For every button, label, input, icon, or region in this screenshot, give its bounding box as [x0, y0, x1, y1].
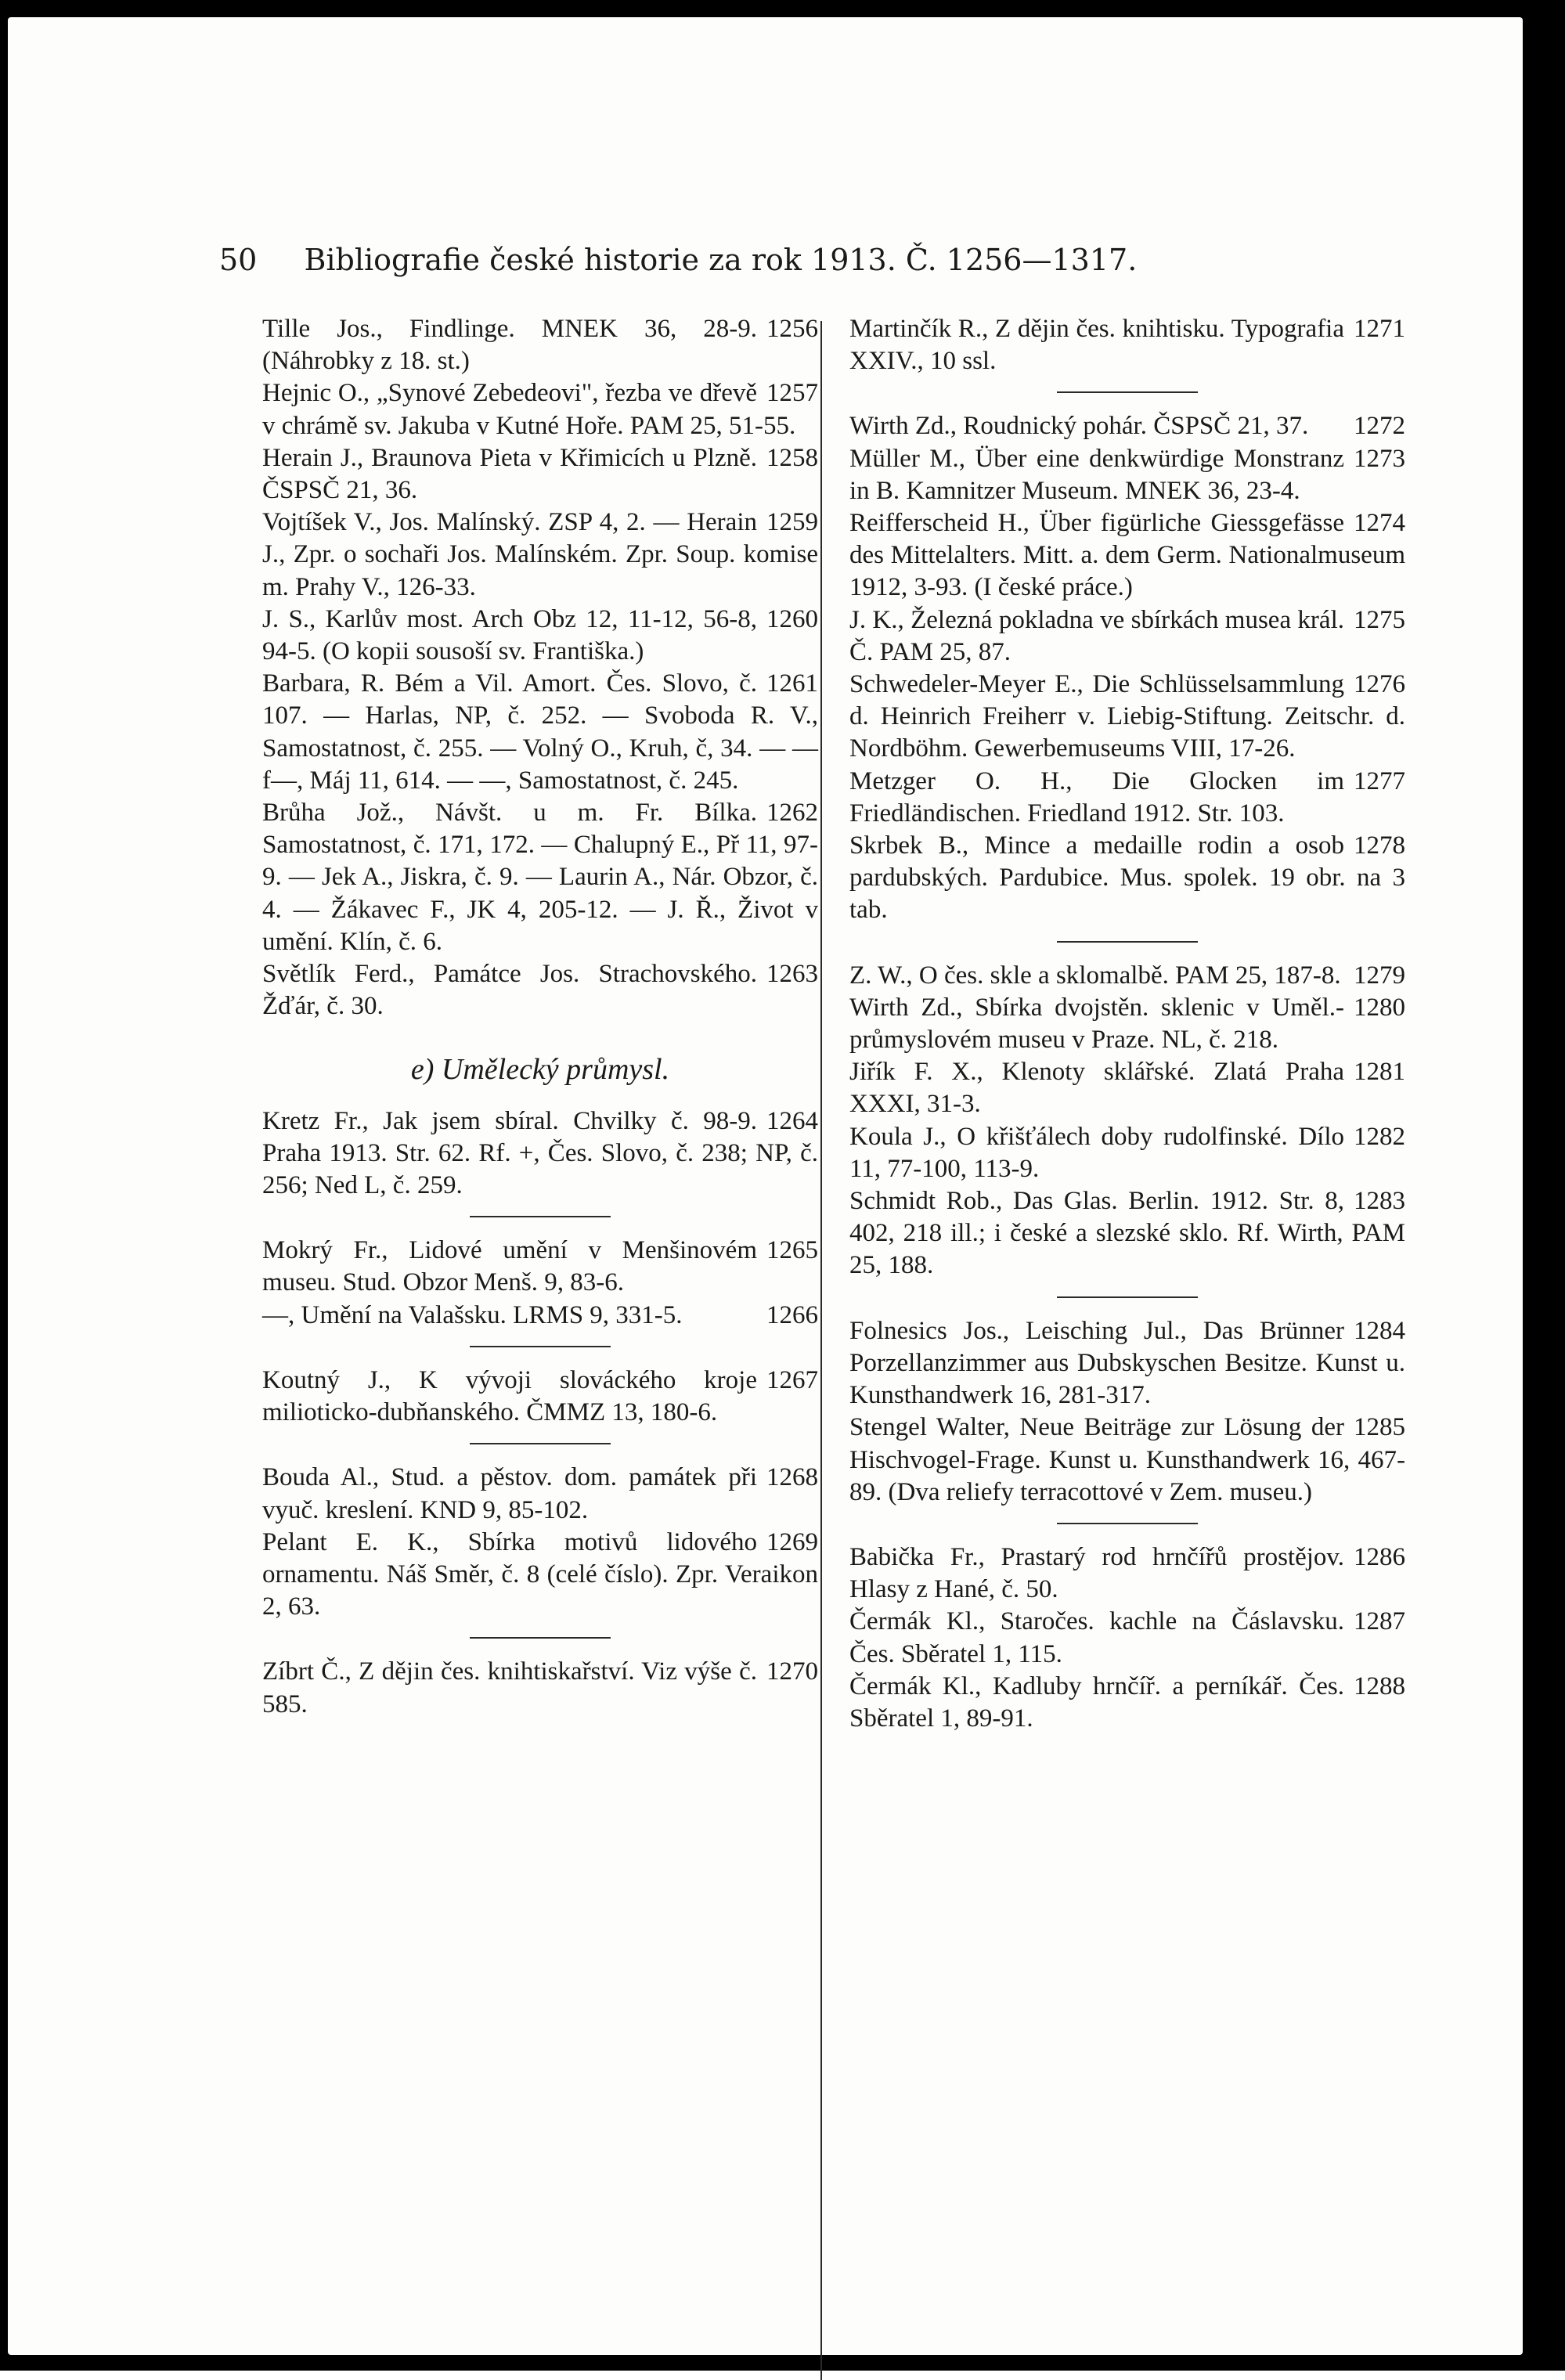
- entry-number: 1273: [1354, 444, 1405, 473]
- entry-number: 1258: [766, 443, 818, 472]
- entry-text: —, Umění na Valašsku. LRMS 9, 331-5.: [262, 1300, 683, 1329]
- entry-text: Kretz Fr., Jak jsem sbíral. Chvilky č. 98-9. Praha 1913. Str. 62. Rf. +, Čes. Slovo, č. 238; NP, č. 256; Ned L, č. 259.: [262, 1106, 818, 1200]
- entry-text: J. S., Karlův most. Arch Obz 12, 11-12, 56-8, 94-5. (O kopii sousoší sv. Františka.): [262, 604, 757, 666]
- entry-1258: [262, 442, 818, 507]
- page-header: [219, 243, 1276, 277]
- entry-text: Wirth Zd., Roudnický pohár. ČSPSČ 21, 37.: [849, 412, 1309, 441]
- running-title: Bibliografie české historie za rok 1913. Č. 1256—1317.: [304, 243, 1138, 277]
- entry-1256: [262, 313, 818, 377]
- entry-1279: [849, 960, 1405, 992]
- entry-text: Herain J., Braunova Pieta v Křimicích u Plzně. ČSPSČ 21, 36.: [262, 443, 757, 505]
- entry-number: 1276: [1354, 670, 1405, 699]
- entry-number: 1263: [766, 960, 818, 989]
- entry-1268: [262, 1462, 818, 1526]
- entry-text: Barbara, R. Bém a Vil. Amort. Čes. Slovo, č. 107. — Harlas, NP, č. 252. — Svoboda R. V., Samostatnost, č. 255. — Volný O., Kruh, č, 34. — —f—, Máj 11, 614. — —, Samostatnost, č. 245.: [262, 669, 818, 795]
- entry-number: 1264: [766, 1106, 818, 1135]
- entry-text: Tille Jos., Findlinge. MNEK 36, 28-9. (Náhrobky z 18. st.): [262, 315, 757, 376]
- entry-number: 1280: [1354, 993, 1405, 1022]
- separator-rule: [470, 1443, 611, 1444]
- entry-1260: [262, 604, 818, 668]
- entry-number: 1268: [766, 1463, 818, 1492]
- entry-text: Wirth Zd., Sbírka dvojstěn. sklenic v Uměl.-průmyslovém museu v Praze. NL, č. 218.: [849, 993, 1344, 1055]
- entry-text: Schmidt Rob., Das Glas. Berlin. 1912. Str. 8, 402, 218 ill.; i české a slezské sklo. Rf. Wirth, PAM 25, 188.: [849, 1187, 1405, 1280]
- entry-number: 1261: [766, 669, 818, 698]
- entry-number: 1279: [1354, 961, 1405, 990]
- entry-text: Folnesics Jos., Leisching Jul., Das Brünner Porzellanzimmer aus Dubskyschen Besitze. Kunst u. Kunsthandwerk 16, 281-317.: [849, 1316, 1405, 1410]
- entry-number: 1288: [1354, 1671, 1405, 1700]
- entry-1273: [849, 443, 1405, 507]
- entry-text: Stengel Walter, Neue Beiträge zur Lösung der Hischvogel-Frage. Kunst u. Kunsthandwerk 16, 467-89. (Dva reliefy terracottové v Zem. museu.): [849, 1413, 1405, 1506]
- entry-number: 1260: [766, 604, 818, 633]
- entry-number: 1281: [1354, 1058, 1405, 1087]
- entry-text: Z. W., O čes. skle a sklomalbě. PAM 25, 187-8.: [849, 961, 1341, 990]
- entry-1287: [849, 1606, 1405, 1670]
- separator-rule: [1057, 391, 1198, 393]
- separator-rule: [1057, 1296, 1198, 1298]
- entry-text: Martinčík R., Z dějin čes. knihtisku. Typografia XXIV., 10 ssl.: [849, 315, 1344, 376]
- entry-number: 1282: [1354, 1122, 1405, 1151]
- left-column: [262, 313, 818, 1721]
- entry-number: 1277: [1354, 766, 1405, 795]
- entry-1270: [262, 1656, 818, 1720]
- entry-text: Světlík Ferd., Památce Jos. Strachovského. Žďár, č. 30.: [262, 960, 757, 1021]
- entry-1266: [262, 1300, 818, 1332]
- entry-number: 1286: [1354, 1542, 1405, 1571]
- section-title: e) Umělecký průmysl.: [410, 1053, 670, 1087]
- separator-rule: [470, 1637, 611, 1639]
- entry-text: Müller M., Über eine denkwürdige Monstranz in B. Kamnitzer Museum. MNEK 36, 23-4.: [849, 444, 1344, 505]
- entry-1269: [262, 1527, 818, 1624]
- entry-text: Bouda Al., Stud. a pěstov. dom. památek při vyuč. kreslení. KND 9, 85-102.: [262, 1463, 757, 1524]
- entry-1271: [849, 313, 1405, 377]
- entry-text: Čermák Kl., Kadluby hrnčíř. a perníkář. Čes. Sběratel 1, 89-91.: [849, 1671, 1344, 1733]
- entry-1263: [262, 958, 818, 1022]
- entry-text: Babička Fr., Prastarý rod hrnčířů prostějov. Hlasy z Hané, č. 50.: [849, 1542, 1344, 1604]
- separator-rule: [1057, 941, 1198, 943]
- entry-number: 1287: [1354, 1607, 1405, 1636]
- entry-text: Brůha Jož., Návšt. u m. Fr. Bílka. Samostatnost, č. 171, 172. — Chalupný E., Př 11, 97-9. — Jek A., Jiskra, č. 9. — Laurin A., Nár. Obzor, č. 4. — Žákavec F., JK 4, 205-12. — J. Ř., Život v umění. Klín, č. 6.: [262, 799, 818, 956]
- entry-text: Koutný J., K vývoji slováckého kroje milioticko-dubňanského. ČMMZ 13, 180-6.: [262, 1365, 757, 1427]
- entry-number: 1256: [766, 315, 818, 343]
- entry-1286: [849, 1542, 1405, 1606]
- entry-number: 1267: [766, 1365, 818, 1394]
- entry-1262: [262, 797, 818, 958]
- entry-number: 1259: [766, 508, 818, 537]
- entry-1288: [849, 1671, 1405, 1735]
- entry-number: 1265: [766, 1236, 818, 1265]
- entry-text: Jiřík F. X., Klenoty sklářské. Zlatá Praha XXXI, 31-3.: [849, 1058, 1344, 1119]
- entry-text: J. K., Železná pokladna ve sbírkách musea král. Č. PAM 25, 87.: [849, 605, 1344, 666]
- entry-1277: [849, 766, 1405, 830]
- entry-number: 1285: [1354, 1413, 1405, 1442]
- entry-text: Pelant E. K., Sbírka motivů lidového ornamentu. Náš Směr, č. 8 (celé číslo). Zpr. Veraikon 2, 63.: [262, 1527, 818, 1621]
- entry-1283: [849, 1185, 1405, 1282]
- entry-1257: [262, 377, 818, 442]
- entry-number: 1270: [766, 1657, 818, 1686]
- entry-number: 1269: [766, 1527, 818, 1556]
- entry-number: 1275: [1354, 605, 1405, 634]
- separator-rule: [470, 1346, 611, 1347]
- entry-text: Skrbek B., Mince a medaille rodin a osob pardubských. Pardubice. Mus. spolek. 19 obr. na 3 tab.: [849, 831, 1405, 925]
- entry-number: 1283: [1354, 1187, 1405, 1216]
- entry-number: 1272: [1354, 412, 1405, 441]
- separator-rule: [1057, 1523, 1198, 1524]
- entry-text: Vojtíšek V., Jos. Malínský. ZSP 4, 2. — Herain J., Zpr. o sochaři Jos. Malínském. Zpr. Soup. komise m. Prahy V., 126-33.: [262, 508, 818, 601]
- column-divider: [820, 321, 822, 2380]
- entry-number: 1271: [1354, 315, 1405, 343]
- entry-1284: [849, 1315, 1405, 1412]
- entry-text: Schwedeler-Meyer E., Die Schlüsselsammlung d. Heinrich Freiherr v. Liebig-Stiftung. Zeitschr. d. Nordböhm. Gewerbemuseums VIII, 17-26.: [849, 670, 1405, 763]
- entry-text: Reifferscheid H., Über figürliche Giessgefässe des Mittelalters. Mitt. a. dem Germ. Nationalmuseum 1912, 3-93. (I české práce.): [849, 509, 1405, 602]
- entry-number: 1284: [1354, 1316, 1405, 1345]
- entry-number: 1257: [766, 379, 818, 408]
- entry-text: Metzger O. H., Die Glocken im Friedländischen. Friedland 1912. Str. 103.: [849, 766, 1344, 828]
- entry-1275: [849, 604, 1405, 669]
- entry-1267: [262, 1365, 818, 1429]
- entry-number: 1274: [1354, 509, 1405, 538]
- entry-1280: [849, 992, 1405, 1056]
- entry-text: Mokrý Fr., Lidové umění v Menšinovém museu. Stud. Obzor Menš. 9, 83-6.: [262, 1236, 757, 1297]
- entry-text: Koula J., O křišťálech doby rudolfinské. Dílo 11, 77-100, 113-9.: [849, 1122, 1344, 1183]
- entry-number: 1262: [766, 799, 818, 828]
- entry-1285: [849, 1412, 1405, 1509]
- entry-1259: [262, 507, 818, 604]
- page-number: 50: [219, 243, 258, 277]
- entry-1276: [849, 669, 1405, 766]
- entry-text: Čermák Kl., Staročes. kachle na Čáslavsku. Čes. Sběratel 1, 115.: [849, 1607, 1344, 1668]
- entry-text: Hejnic O., „Synové Zebedeovi", řezba ve dřevě v chrámě sv. Jakuba v Kutné Hoře. PAM 25, 51-55.: [262, 379, 796, 440]
- entry-1274: [849, 507, 1405, 604]
- right-column: [849, 313, 1405, 1735]
- entry-1261: [262, 668, 818, 797]
- entry-1281: [849, 1056, 1405, 1120]
- entry-1282: [849, 1121, 1405, 1185]
- entry-1265: [262, 1235, 818, 1299]
- entry-1278: [849, 830, 1405, 927]
- entry-1272: [849, 410, 1405, 442]
- entry-text: Zíbrt Č., Z dějin čes. knihtiskařství. Viz výše č. 585.: [262, 1657, 757, 1718]
- entry-1264: [262, 1105, 818, 1203]
- entry-number: 1278: [1354, 831, 1405, 860]
- separator-rule: [470, 1216, 611, 1217]
- entry-number: 1266: [766, 1300, 818, 1329]
